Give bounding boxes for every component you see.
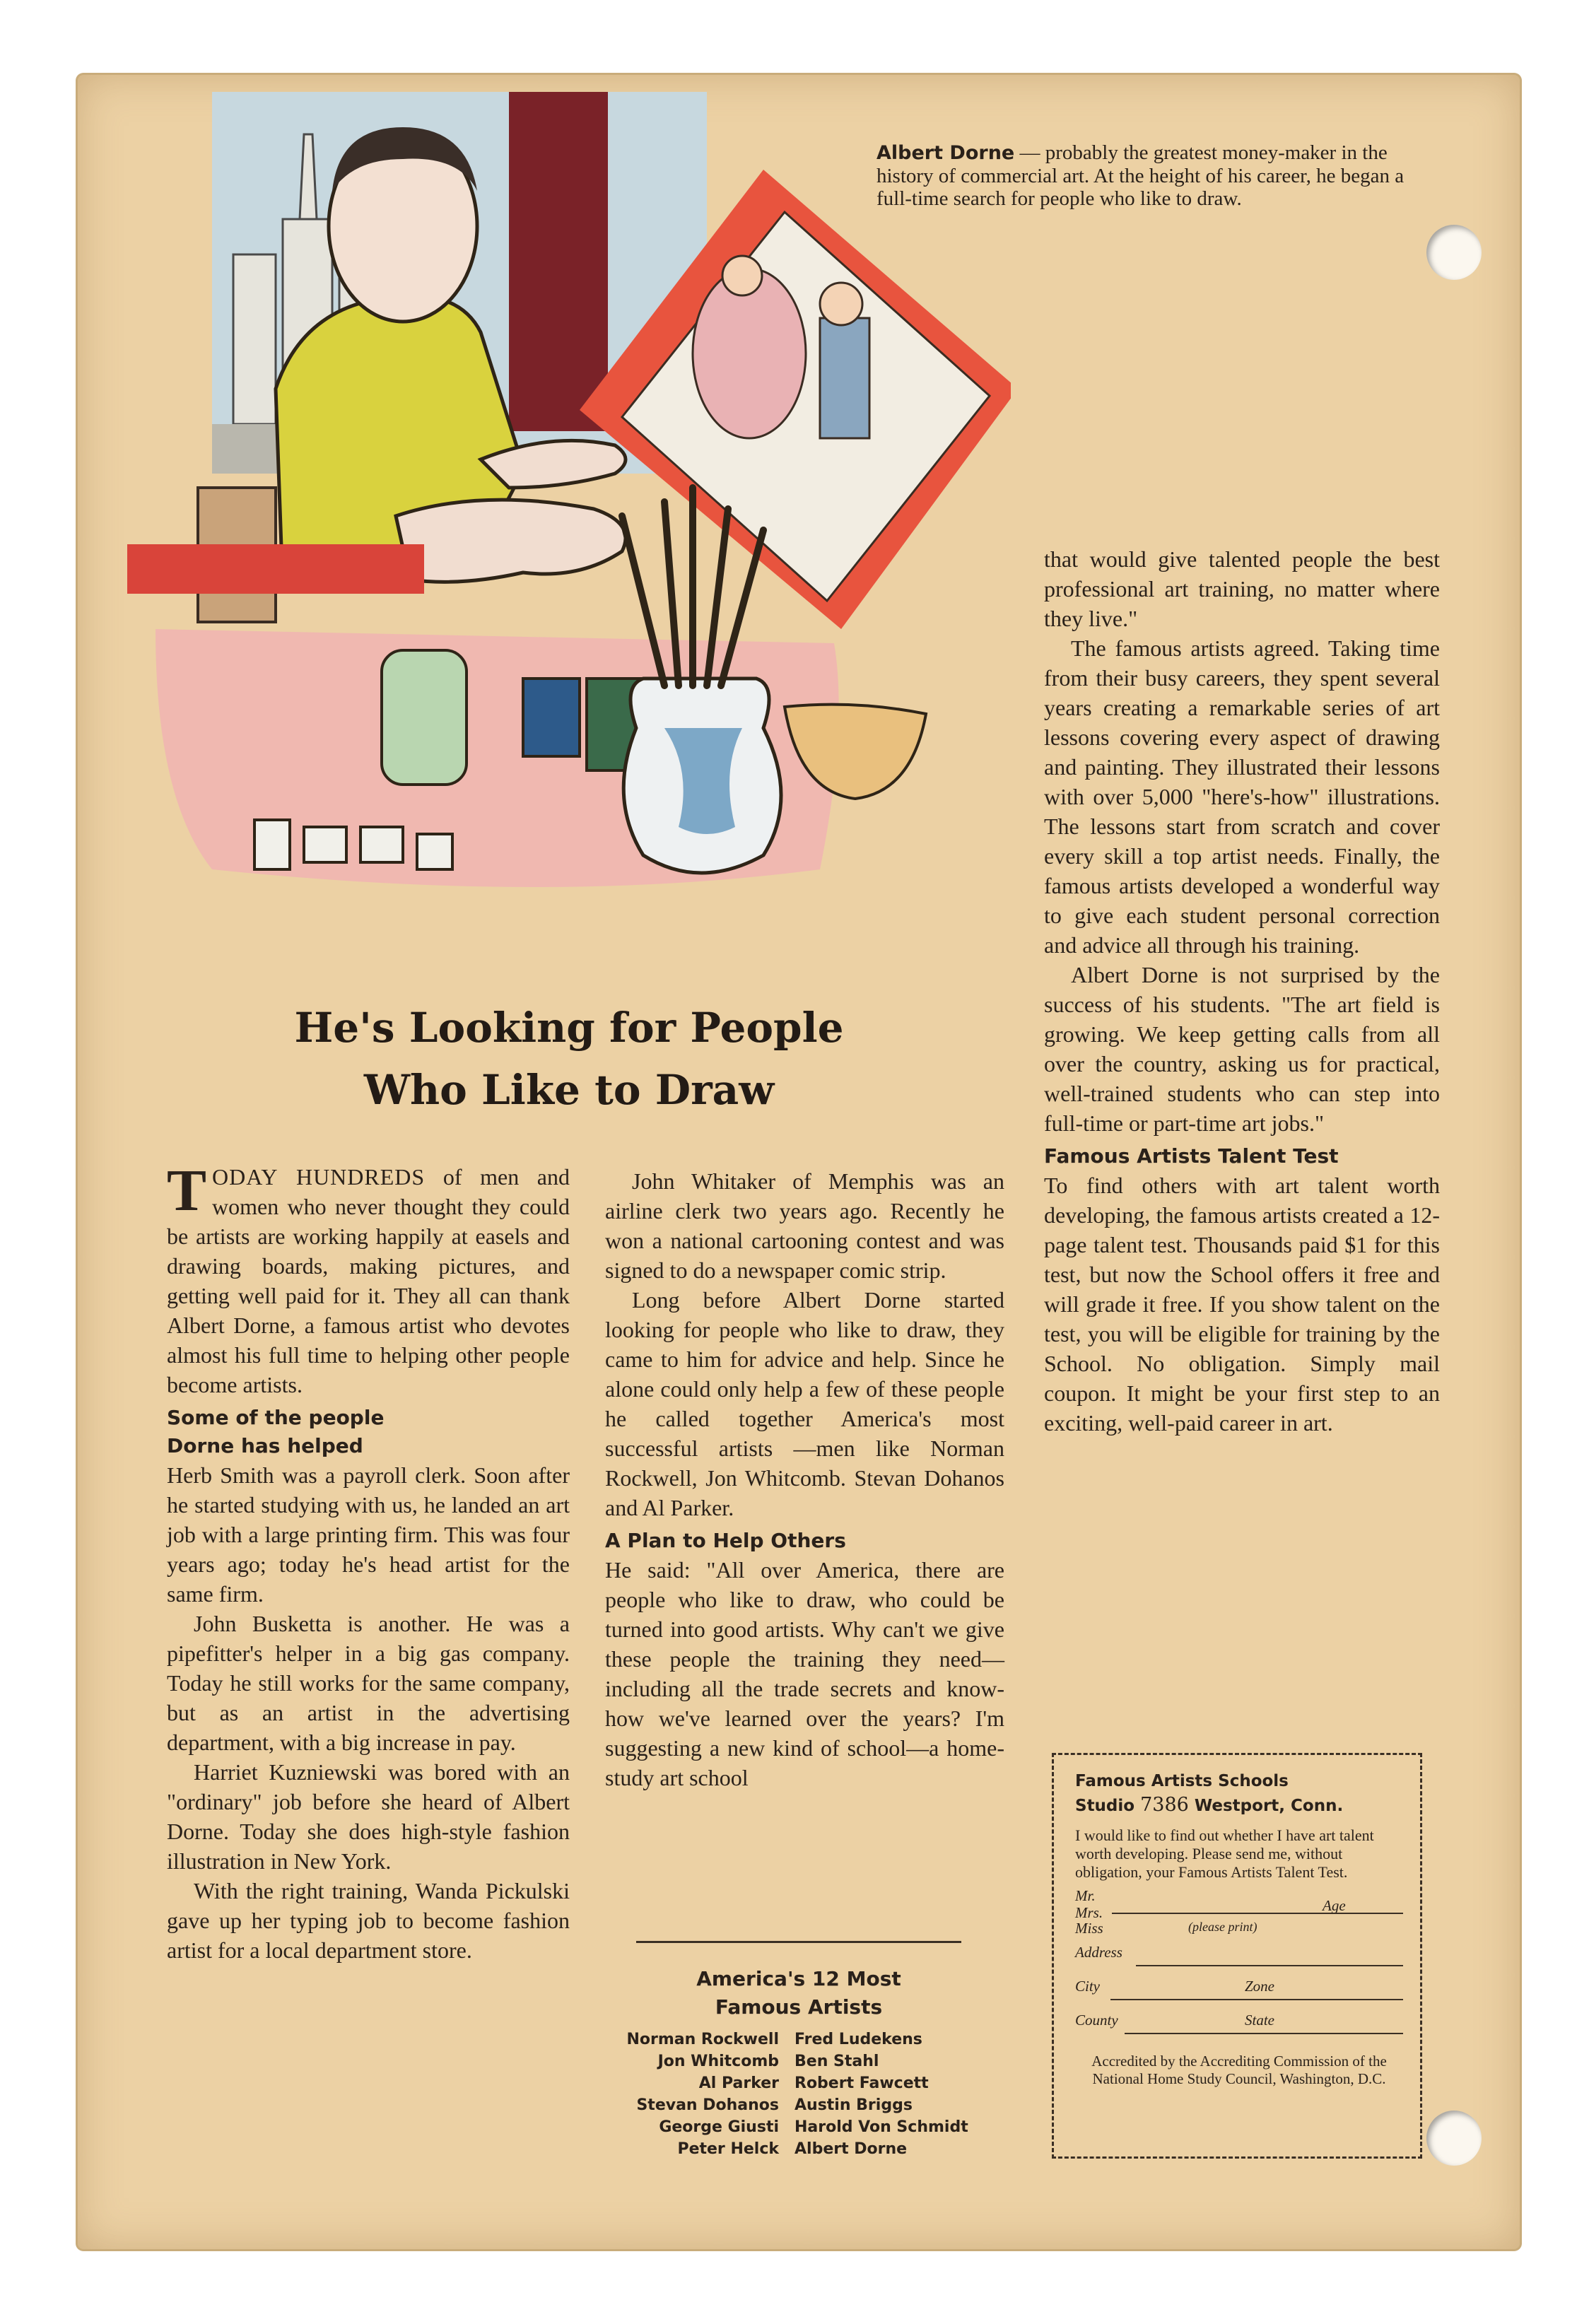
address-field[interactable] — [1075, 1944, 1403, 1972]
age-label: Age — [1323, 1897, 1346, 1914]
coupon-studio — [1075, 1793, 1403, 1818]
paragraph-wanda: With the right training, Wanda Pickulski gave up her typing job to become fashion artist for a local department store. — [167, 1878, 570, 1963]
artist-name: Harold Von Schmidt — [794, 2118, 968, 2136]
artist-name: Norman Rockwell — [626, 2031, 779, 2048]
famous-artists-title-line-1: America's 12 Most — [696, 1967, 901, 1990]
paragraph-john-whitaker: John Whitaker of Memphis was an airline clerk two years ago. Recently he won a national cartooning contest and was signed to do a newspaper comic strip. — [605, 1168, 1004, 1283]
headline-line-2: Who Like to Draw — [363, 1066, 775, 1114]
artist-name: Fred Ludekens — [794, 2031, 922, 2048]
headline-line-1: He's Looking for People — [294, 1004, 844, 1052]
state-label: State — [1245, 2012, 1274, 2029]
staple-hole-bottom — [1426, 2111, 1482, 2166]
paragraph-herb-smith: Herb Smith was a payroll clerk. Soon after he started studying with us, he landed an art job with a large printing firm. This was four years ago; today he's head artist for the same firm. — [167, 1462, 570, 1607]
address-line — [1136, 1965, 1403, 1966]
paragraph-he-said: He said: "All over America, there are people who like to draw, who could be turned into good artists. Why can't we give these people the training they need—including all the trade secrets and know-how we've learned over the years? I'm suggesting a new kind of school—a home-study art school — [605, 1557, 1004, 1790]
subheading-line-2: Dorne has helped — [167, 1434, 363, 1457]
illustration-caption — [876, 141, 1414, 210]
artist-name: Austin Briggs — [794, 2096, 913, 2114]
artist-row — [594, 2072, 1004, 2094]
county-label: County — [1075, 2012, 1118, 2029]
divider-rule — [636, 1941, 961, 1943]
artist-name: Albert Dorne — [794, 2140, 908, 2158]
coupon-school: Famous Artists Schools — [1075, 1772, 1289, 1790]
albert-dorne-illustration — [127, 92, 1011, 982]
artist-row — [594, 2116, 1004, 2138]
studio-number: 7386 — [1140, 1794, 1189, 1816]
caption-text: — probably the greatest money-maker in the history of commercial art. At the height of his career, he began a full-time search for people who like to draw. — [876, 141, 1405, 210]
name-line — [1112, 1913, 1403, 1914]
accreditation-note: Accredited by the Accrediting Commission of the National Home Study Council, Washington, D.C. — [1091, 2053, 1387, 2087]
address-label: Address — [1075, 1944, 1122, 1961]
headline — [127, 997, 1011, 1121]
paragraph-long-before: Long before Albert Dorne started looking for people who like to draw, they came to him for advice and help. Since he alone could only help a few of these people he called together America's most successful artists —men like Norman Rockwell, Jon Whitcomb. Stevan Dohanos and Al Parker. — [605, 1287, 1004, 1520]
artist-row — [594, 2029, 1004, 2050]
column-2 — [605, 1166, 1004, 1792]
coupon-location: Westport, Conn. — [1194, 1797, 1344, 1815]
paragraph-harriet: Harriet Kuzniewski was bored with an "ordinary" job before she heard of Albert Dorne. Today she does high-style fashion illustration in New York. — [167, 1759, 570, 1874]
title-mrs: Mrs. — [1075, 1904, 1103, 1921]
column-1 — [167, 1158, 570, 1965]
city-zone-field[interactable] — [1075, 1978, 1403, 2006]
subheading-plan: A Plan to Help Others — [605, 1529, 846, 1552]
county-state-field[interactable] — [1075, 2012, 1403, 2040]
artist-row — [594, 2050, 1004, 2072]
artist-row — [594, 2094, 1004, 2116]
mail-coupon[interactable] — [1052, 1753, 1422, 2159]
title-mr: Mr. — [1075, 1887, 1096, 1904]
coupon-body: I would like to find out whether I have art talent worth developing. Please send me, without obligation, your Famous Artists Talent Test. — [1075, 1826, 1374, 1881]
county-line — [1125, 2033, 1403, 2034]
artist-name: Jon Whitcomb — [657, 2053, 779, 2070]
staple-hole-top — [1426, 225, 1482, 280]
artist-name: Stevan Dohanos — [636, 2096, 779, 2114]
artist-name: Ben Stahl — [794, 2053, 879, 2070]
famous-artists-list — [594, 2029, 1004, 2160]
famous-artists-title — [601, 1965, 997, 2021]
paragraph-talent-test: To find others with art talent worth developing, the famous artists created a 12-page talent test. Thousands paid $1 for this test, but now the School offers it free and will grade it free. If you show talent on the test, you will be eligible for training by the School. No obligation. Simply mail coupon. It might be your first step to an exciting, well-paid career in art. — [1044, 1173, 1440, 1436]
studio-label: Studio — [1075, 1797, 1135, 1815]
subheading-talent-test: Famous Artists Talent Test — [1044, 1144, 1339, 1168]
name-field[interactable] — [1075, 1887, 1403, 1938]
city-line — [1110, 1999, 1403, 2000]
zone-label: Zone — [1245, 1978, 1274, 1995]
intro-paragraph: of men and women who never thought they could be artists are working happily at easels and drawing boards, making pictures, and getting well paid for it. They all can thank Albert Dorne, a famous artist who devotes almost his full time to helping other people become artists. — [167, 1164, 570, 1397]
famous-artists-title-line-2: Famous Artists — [715, 1995, 883, 2019]
artist-name: Robert Fawcett — [794, 2074, 929, 2092]
paragraph-not-surprised: Albert Dorne is not surprised by the success of his students. "The art field is growing. We keep getting calls from all over the country, asking us for practical, well-trained students who can step into full-time or part-time art jobs." — [1044, 962, 1440, 1136]
column-3 — [1044, 544, 1440, 1438]
please-print: (please print) — [1188, 1920, 1257, 1934]
paragraph-continuation: that would give talented people the best professional art training, no matter where they live." — [1044, 546, 1440, 631]
drop-cap: T — [167, 1158, 207, 1223]
artist-name: George Giusti — [659, 2118, 779, 2136]
subheading-line-1: Some of the people — [167, 1406, 385, 1429]
subheading-people-helped — [167, 1404, 570, 1460]
lead-small-caps: ODAY HUNDREDS — [212, 1164, 426, 1190]
artist-name: Peter Helck — [677, 2140, 779, 2158]
city-label: City — [1075, 1978, 1100, 1995]
title-miss: Miss — [1075, 1920, 1103, 1937]
artist-row — [594, 2138, 1004, 2160]
artist-name: Al Parker — [698, 2074, 779, 2092]
paragraph-artists-agreed: The famous artists agreed. Taking time from their busy careers, they spent several years creating a remarkable series of art lessons covering every aspect of drawing and painting. They illustrated their lessons with over 5,000 "here's-how" illustrations. The lessons start from scratch and cover every skill a top artist needs. Finally, the famous artists developed a wonderful way to give each student personal correction and advice all through his training. — [1044, 635, 1440, 958]
paragraph-john-busketta: John Busketta is another. He was a pipefitter's helper in a big gas company. Today he still works for the same company, but as an artist in the advertising department, with a big increase in pay. — [167, 1611, 570, 1755]
caption-name: Albert Dorne — [876, 142, 1015, 164]
